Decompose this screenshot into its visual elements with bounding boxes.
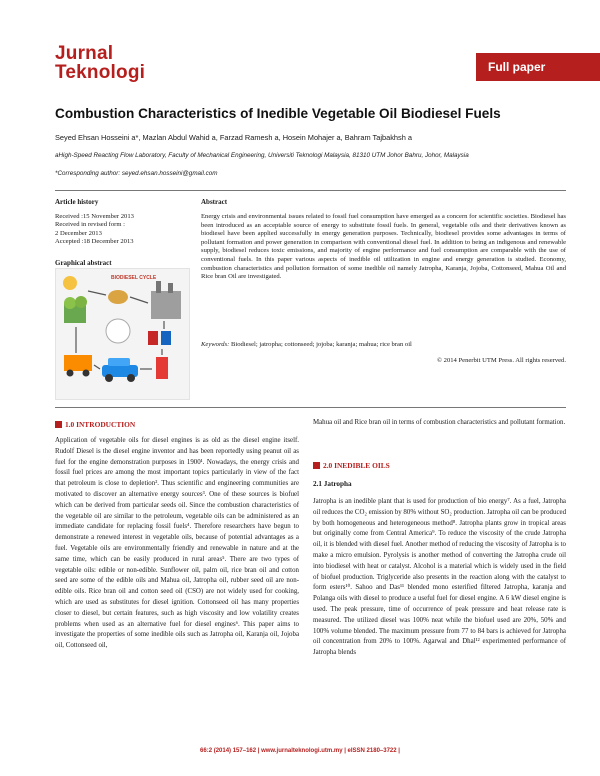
seeds-icon — [108, 290, 128, 304]
inedible-oils-heading — [313, 461, 390, 470]
copyright: © 2014 Penerbit UTM Press. All rights reserved. — [437, 357, 566, 364]
fuel-pump-icon — [156, 357, 168, 379]
revised-label: Received in revised form : — [55, 221, 125, 229]
keywords-label: Keywords: — [201, 341, 230, 348]
introduction-continued — [313, 418, 566, 429]
received-date: Received :15 November 2013 — [55, 213, 134, 220]
abstract-divider — [55, 407, 566, 408]
factory-icon — [151, 291, 181, 319]
cycle-arrow-icon — [88, 291, 106, 295]
truck-icon — [64, 355, 92, 371]
section-marker-icon — [55, 421, 62, 428]
jatropha-paragraph: Jatropha is an inedible plant that is used for production of bio energy⁷. As a fuel, Jatropha oil reduces the CO₂ emission by 80% without SO₂ production. Jatropha oil can be produced by both homogeneous and heterogeneous method⁸. Jatropha plants grow in tropical areas but originally come from Central America⁹. To reduce the viscosity of the crude Jatropha oil, it is blended with diesel fuel. Another method of reducing the viscosity of Jatropha is to make a micro emulsion. Pyrolysis is another method of converting the Jatropha crude oil into biodiesel with heat or catalyst. Alcohol is a material which is widely used in the field of biofuel production. Triglyceride also presents in the reaction along with the catalyst to form esters¹⁰. Sahoo and Das¹¹ blended mono esterified filtered Jatropha, karanja and Polanga oils with diesel to produce a useful fuel for diesel engine. A 6 kW diesel engine is used. The peak pressure, time of occurrence of peak pressure and heat release rate is measured. The utilized diesel was 100% neat while the biofuel used are 20%, 50% and 100% volume blended. The maximum pressure from 77 to 84 bars is achieved for Jatropha oil concentration from 20% to 100%. Agarwal and Dhal¹² experimented performance of Jatropha blends — [313, 498, 567, 657]
paper-affiliation: aHigh-Speed Reacting Flow Laboratory, Faculty of Mechanical Engineering, Universiti Teknologi Malaysia, 81310 UTM Johor Bahru, Johor, Malaysia — [55, 152, 469, 159]
paper-title: Combustion Characteristics of Inedible Vegetable Oil Biodiesel Fuels — [55, 106, 501, 121]
keywords — [201, 341, 566, 348]
biodiesel-cycle-label: BIODIESEL CYCLE — [111, 275, 157, 281]
graphical-abstract-heading: Graphical abstract — [55, 259, 112, 267]
full-paper-badge: Full paper — [476, 53, 600, 81]
introduction-body — [55, 436, 299, 652]
keywords-list: Biodiesel; jatropha; cottonseed; jojoba; karanja; mahua; rice bran oil — [229, 341, 412, 348]
accepted-date: Accepted :18 December 2013 — [55, 237, 134, 245]
biodiesel-cycle-illustration — [56, 269, 190, 400]
abstract-heading: Abstract — [201, 198, 228, 206]
introduction-paragraph: Application of vegetable oils for diesel engines is as old as the diesel engine itself. Rudolf Diesel is the diesel engine inventor and has been reportedly using peanut oil as fuel for the engine demonstration purposes in 1900¹. Nowadays, the energy crisis and fossil fuel prices are among the most important topics particularly in view of the fact that petroleum is close to depletion². Thus scientific and engineering communities are motivated to discover an alternative energy sources³. One of these sources is biofuel which can be derived from particular seeds oil. Since the combustion characteristics of the vegetable oil are similar to the petroleum, vegetable oils can be administered as an immediate candidate for replacing fossil fuels⁴. Therefore researchers have begun to demonstrate a renewed interest in vegetable oils, because of potential advantages as a fuel. Vegetable oils are environmentally friendly and renewable in nature and at the same time, which can be easily produced in rural areas⁵. There are two types of vegetable oils: edible or non-edible. Sunflower oil, palm oil, rice bran oil and cotton seed are some of the edible oils and Mahua oil, Jatropha oil, rubber seed oil are non-edible oils. Rice bran oil and cotton seed oil (CSO) are not widely used for cooking, which are used as substitutes for diesel ignition. Cottonseed oil has many properties closer to diesel, but certain features, such as high viscosity and low volatility creates problems when used as an alternative fuel for diesel engines⁶. This paper aims to investigate the properties of some inedible oils such as Jatropha oil, Karanja oil, Jojoba oil, Cottonseed oil, — [55, 437, 299, 650]
sun-icon — [63, 276, 77, 290]
article-history — [55, 213, 195, 246]
introduction-heading-text: 1.0 INTRODUCTION — [65, 420, 136, 429]
abstract-text: Energy crisis and environmental issues related to fossil fuel consumption have emerged as a concern for scientific societies. Biodiesel has been introduced as an acceptable source of energy to substitute fossil fuels. In general, vegetable oils and their derivatives known as biodiesel have been applied successfully in energy generation purposes. Technically, biodiesel provides some advantages in terms of pollutant formation and power generation in comparison with conventional diesel fuel. In addition to being an indigenous and renewable supply, biodiesel reduces toxic emissions, and majority of engine performance and fuel consumption are comparable with the use of conventional fuels. In this paper various aspects of inedible oil utilization in engine and energy generation is studied. Economy, combustion characteristics and pollution formation of some inedible oil namely Jatropha, Karanja, Jojoba, Cottonseed, Mahua Oil and Rice bran Oil are investigated. — [201, 213, 566, 281]
jatropha-heading: 2.1 Jatropha — [313, 480, 352, 488]
journal-logo-line1: Jurnal — [55, 43, 114, 64]
barrel-icon — [148, 331, 158, 345]
page-footer: 66:2 (2014) 157–162 | www.jurnalteknologi.utm.my | eISSN 2180–3722 | — [200, 748, 400, 754]
graphical-abstract-image — [55, 268, 190, 400]
journal-logo — [55, 44, 145, 82]
article-history-heading: Article history — [55, 198, 99, 206]
inedible-oils-heading-text: 2.0 INEDIBLE OILS — [323, 461, 390, 470]
jatropha-body — [313, 497, 566, 659]
journal-logo-line2: Teknologi — [55, 62, 146, 83]
cycle-center-icon — [106, 319, 130, 343]
section-marker-icon — [313, 462, 320, 469]
introduction-continued-paragraph: Mahua oil and Rice bran oil in terms of combustion characteristics and pollutant formation. — [313, 419, 566, 426]
corresponding-author: *Corresponding author: seyed.ehsan.hosseini@gmail.com — [55, 170, 218, 177]
introduction-heading — [55, 420, 135, 429]
revised-date: 2 December 2013 — [55, 229, 102, 237]
paper-authors: Seyed Ehsan Hosseini a*, Mazlan Abdul Wahid a, Farzad Ramesh a, Hosein Mohajer a, Bahram Tajbakhsh a — [55, 133, 412, 142]
header-divider — [55, 190, 566, 191]
